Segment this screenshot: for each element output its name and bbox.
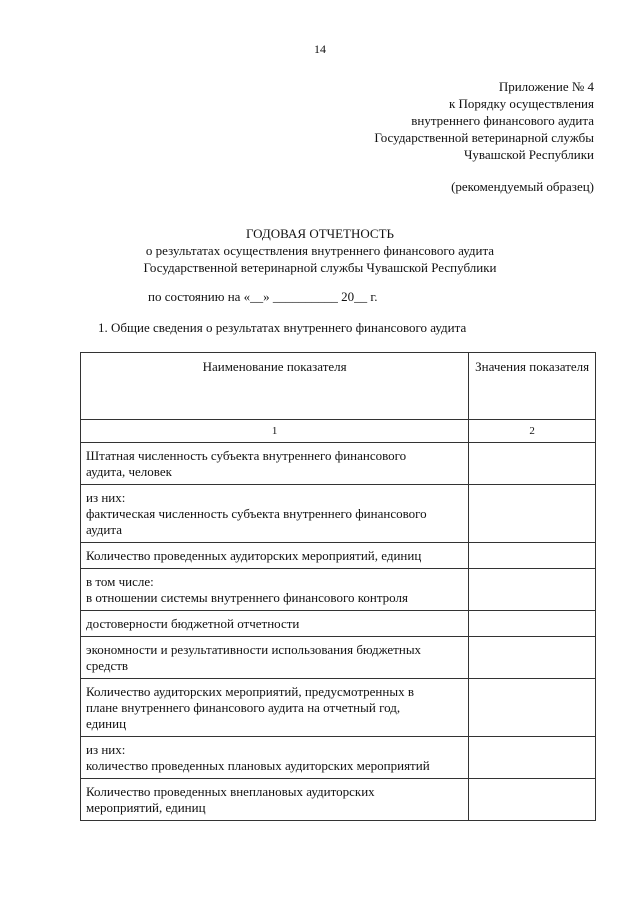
section-title: 1. Общие сведения о результатах внутреннего финансового аудита	[98, 320, 467, 335]
appendix-line: к Порядку осуществления	[448, 96, 594, 111]
indicator-name-cell	[81, 543, 469, 569]
table-row	[81, 637, 596, 679]
table-row	[81, 569, 596, 611]
appendix-line: Приложение № 4	[498, 79, 594, 94]
report-subtitle: Государственной ветеринарной службы Чувашской Республики	[143, 260, 497, 275]
indicator-name-line: экономности и результативности использования бюджетных	[86, 642, 422, 657]
indicator-value-cell[interactable]	[469, 737, 596, 779]
indicator-value-cell[interactable]	[469, 569, 596, 611]
indicator-value-cell[interactable]	[469, 779, 596, 821]
page-number: 14	[314, 42, 326, 56]
table-row	[81, 679, 596, 737]
indicator-name-cell	[81, 779, 469, 821]
column-number: 1	[81, 420, 469, 443]
indicator-name-cell	[81, 637, 469, 679]
indicator-name-line: Количество проведенных аудиторских мероприятий, единиц	[86, 548, 422, 563]
sample-note: (рекомендуемый образец)	[451, 179, 594, 194]
indicator-value-cell[interactable]	[469, 443, 596, 485]
appendix-block	[374, 78, 594, 163]
table-row	[81, 737, 596, 779]
table-body	[81, 443, 596, 821]
indicator-name-cell	[81, 611, 469, 637]
indicator-name-line: из них:	[86, 742, 126, 757]
report-date-line: по состоянию на «__» __________ 20__ г.	[148, 289, 378, 304]
indicator-name-cell	[81, 443, 469, 485]
report-title: ГОДОВАЯ ОТЧЕТНОСТЬ	[245, 226, 395, 241]
indicator-name-line: количество проведенных плановых аудиторских мероприятий	[86, 758, 430, 773]
report-subtitle: о результатах осуществления внутреннего финансового аудита	[145, 243, 495, 258]
indicator-name-line: достоверности бюджетной отчетности	[86, 616, 300, 631]
table-row	[81, 485, 596, 543]
table-row	[81, 443, 596, 485]
table-row	[81, 611, 596, 637]
column-number: 2	[469, 420, 596, 443]
indicator-value-cell[interactable]	[469, 611, 596, 637]
indicators-table	[80, 352, 596, 821]
indicator-name-line: аудита	[86, 522, 122, 537]
column-number-row	[81, 420, 596, 443]
appendix-line: Чувашской Республики	[463, 147, 594, 162]
indicator-name-line: Количество аудиторских мероприятий, предусмотренных в	[86, 684, 414, 699]
indicator-value-cell[interactable]	[469, 679, 596, 737]
indicator-name-line: средств	[86, 658, 129, 673]
indicator-name-line: мероприятий, единиц	[86, 800, 206, 815]
indicator-name-line: фактическая численность субъекта внутреннего финансового	[86, 506, 427, 521]
indicator-name-line: в отношении системы внутреннего финансового контроля	[86, 590, 408, 605]
indicator-name-cell	[81, 569, 469, 611]
indicator-name-line: аудита, человек	[86, 464, 172, 479]
appendix-line: Государственной ветеринарной службы	[374, 130, 594, 145]
indicator-name-line: Штатная численность субъекта внутреннего финансового	[86, 448, 407, 463]
report-header	[0, 225, 640, 276]
appendix-line: внутреннего финансового аудита	[411, 113, 594, 128]
header-indicator-name: Наименование показателя	[81, 353, 469, 420]
indicator-name-line: плане внутреннего финансового аудита на отчетный год,	[86, 700, 401, 715]
indicator-name-cell	[81, 737, 469, 779]
indicator-name-cell	[81, 485, 469, 543]
indicator-name-line: из них:	[86, 490, 126, 505]
table-row	[81, 779, 596, 821]
indicator-value-cell[interactable]	[469, 543, 596, 569]
indicator-name-line: в том числе:	[86, 574, 154, 589]
indicator-name-line: Количество проведенных внеплановых аудиторских	[86, 784, 375, 799]
header-indicator-value: Значения показателя	[469, 353, 596, 420]
indicator-name-cell	[81, 679, 469, 737]
table-header-row	[81, 353, 596, 420]
indicator-value-cell[interactable]	[469, 485, 596, 543]
indicator-value-cell[interactable]	[469, 637, 596, 679]
indicator-name-line: единиц	[86, 716, 127, 731]
table-row	[81, 543, 596, 569]
